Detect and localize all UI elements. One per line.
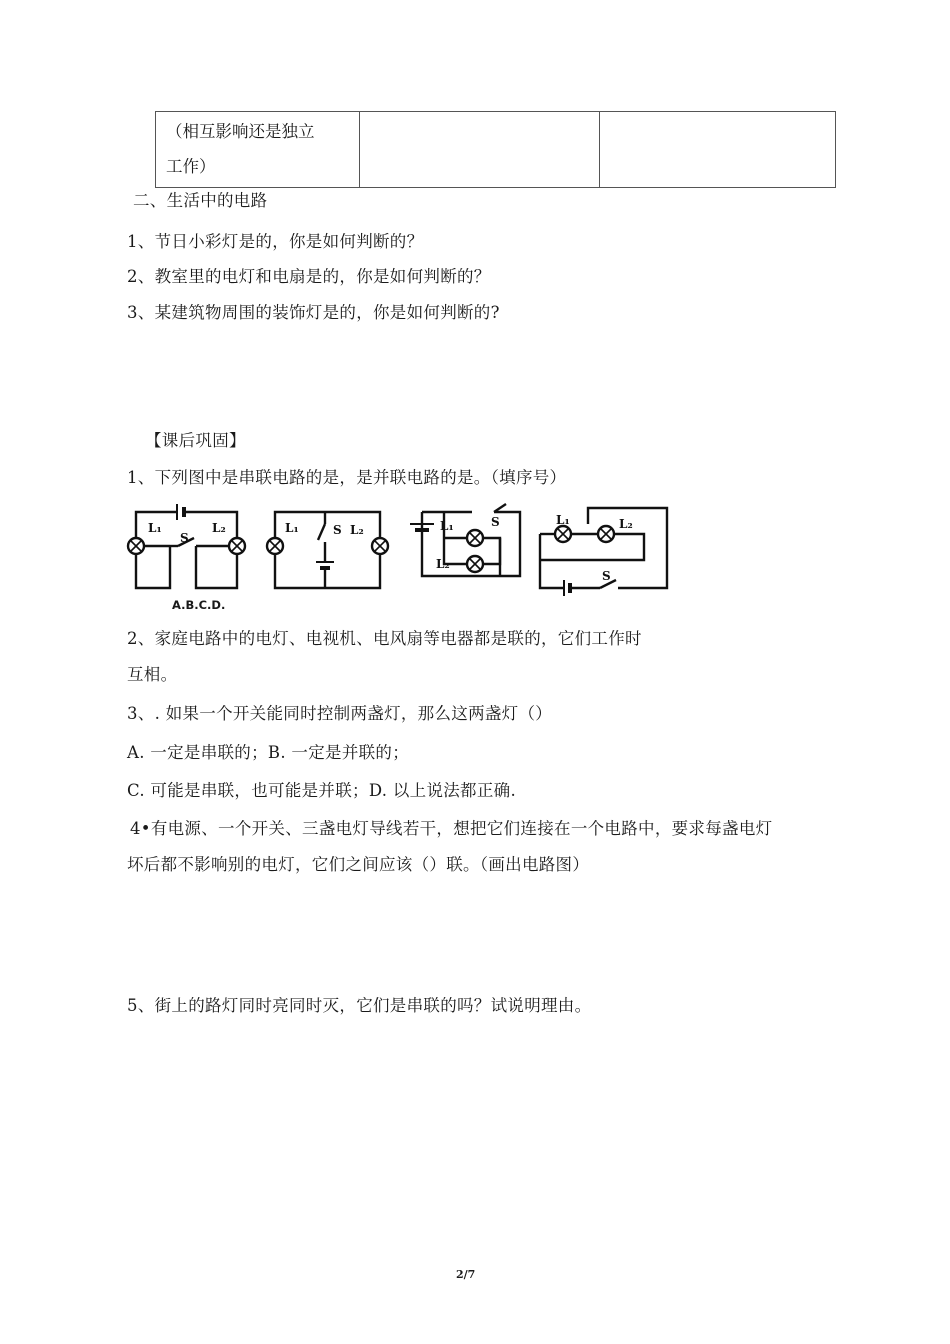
circuit-a xyxy=(128,504,245,588)
label-l2-b: L₂ xyxy=(350,523,364,537)
table-row xyxy=(156,112,836,188)
homework-question-2-line2: 互相。 xyxy=(127,665,178,684)
diagram-caption: A.B.C.D. xyxy=(172,598,226,612)
homework-question-4-line2: 坏后都不影响别的电灯，它们之间应该（）联。（画出电路图） xyxy=(127,855,590,874)
section2-question-1: 1、节日小彩灯是的，你是如何判断的？ xyxy=(127,232,424,251)
label-l1-b: L₁ xyxy=(285,521,299,535)
section2-heading: 二、生活中的电路 xyxy=(133,191,268,210)
label-s-b: S xyxy=(333,523,342,537)
homework-question-3-options-ab: A. 一定是串联的；B. 一定是并联的； xyxy=(127,743,410,762)
label-l1-a: L₁ xyxy=(148,521,162,535)
homework-question-1: 1、下列图中是串联电路的是，是并联电路的是。（填序号） xyxy=(127,468,567,487)
label-s-d: S xyxy=(602,569,611,583)
label-l2-c: L₂ xyxy=(436,557,450,571)
circuit-diagrams xyxy=(122,498,682,598)
label-l1-d: L₁ xyxy=(556,513,570,527)
homework-question-2-line1: 2、家庭电路中的电灯、电视机、电风扇等电器都是联的，它们工作时 xyxy=(127,629,642,648)
homework-question-5: 5、街上的路灯同时亮同时灭，它们是串联的吗？试说明理由。 xyxy=(127,996,592,1015)
label-s-a: S xyxy=(180,531,189,545)
label-s-c: S xyxy=(491,515,500,529)
page-number: 2/7 xyxy=(456,1268,476,1281)
homework-heading: 【课后巩固】 xyxy=(145,431,246,450)
row-label-line2: 工作） xyxy=(166,157,216,176)
label-l1-c: L₁ xyxy=(440,519,454,533)
comparison-table xyxy=(155,111,836,188)
table-row-label-cell xyxy=(156,112,360,188)
table-cell-parallel xyxy=(600,112,836,188)
label-l2-a: L₂ xyxy=(212,521,226,535)
homework-question-3: 3、. 如果一个开关能同时控制两盏灯，那么这两盏灯（） xyxy=(127,704,553,723)
label-l2-d: L₂ xyxy=(619,517,633,531)
homework-question-3-options-cd: C. 可能是串联，也可能是并联；D. 以上说法都正确. xyxy=(127,781,517,800)
section2-question-2: 2、教室里的电灯和电扇是的，你是如何判断的？ xyxy=(127,267,491,286)
circuit-c xyxy=(410,504,520,576)
homework-question-4-line1: 4•有电源、一个开关、三盏电灯导线若干，想把它们连接在一个电路中，要求每盏电灯 xyxy=(130,819,773,838)
table-cell-series xyxy=(360,112,600,188)
section2-question-3: 3、某建筑物周围的装饰灯是的，你是如何判断的? xyxy=(127,303,500,322)
row-label-line1: （相互影响还是独立 xyxy=(166,122,315,141)
